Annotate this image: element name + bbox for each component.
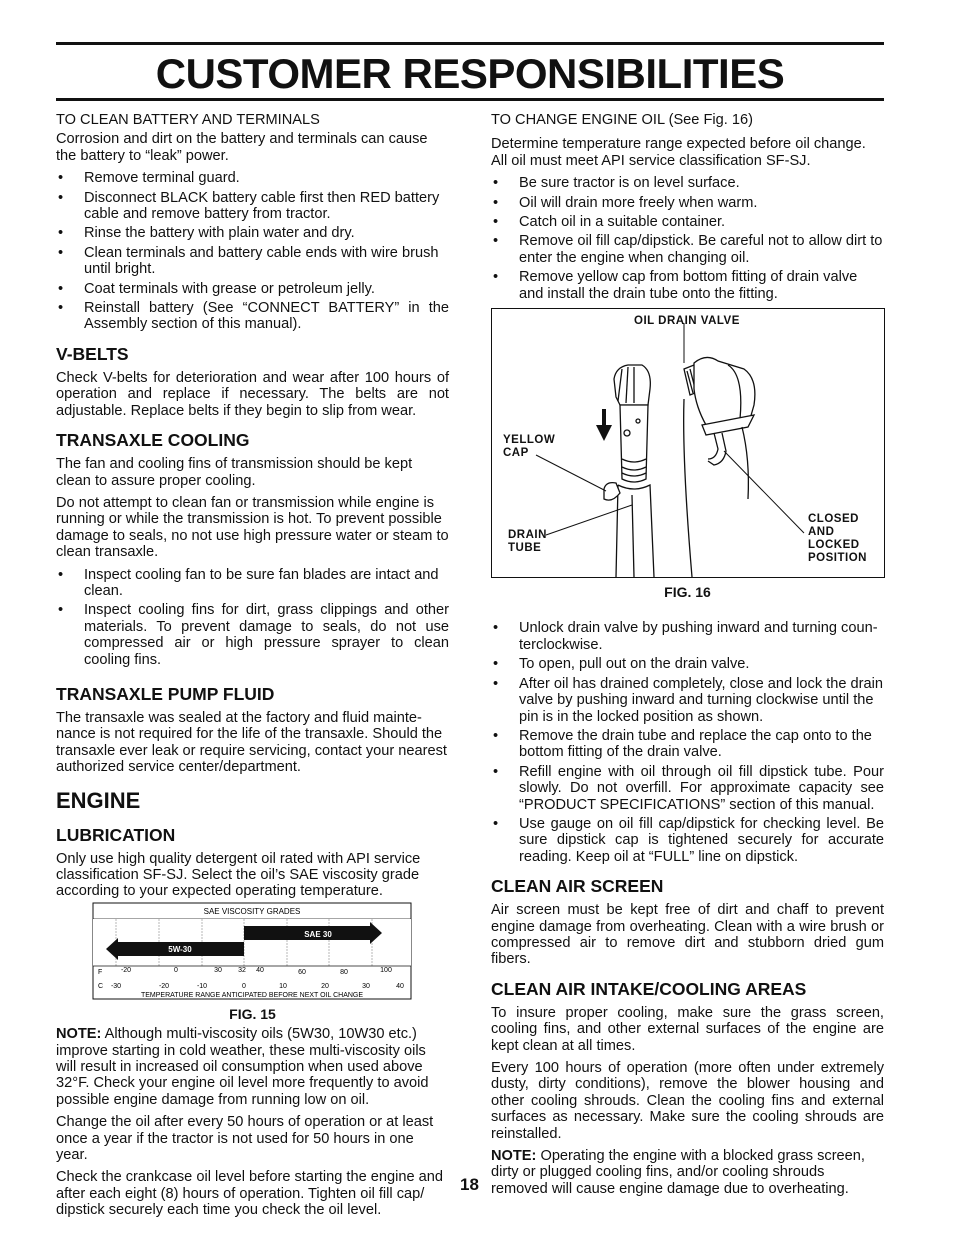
engine-heading: ENGINE [56,787,141,813]
list-item: • Refill engine with oil through oil fill dipstick tube. Pour slowly. Do not overfill. For approximate capacity see “PRODUCT SPECIFICATIONS” section of this manual. [491,764,884,813]
f-tick: 60 [298,968,306,976]
list-item: • Remove oil fill cap/dipstick. Be careful not to allow dirt to enter the engine when changing oil. [491,233,884,266]
f-tick: 0 [174,966,178,974]
note-text: Although multi-viscosity oils (5W30, 10W30 etc.) improve starting in cold weather, these multi-viscosity oils will result in increased oil consumption when used above 32°F. Check your engine oil level more frequently to avoid possible engine damage from running low on oil. [56,1026,429,1108]
c-tick: 20 [321,982,329,990]
push-arrow [596,409,612,441]
label-cap: CAP [503,447,529,460]
drain-steps [491,620,884,865]
transaxle-cooling-p1: The fan and cooling fins of transmission should be kept clean to assure proper cooling. [56,456,413,489]
sae30-label: SAE 30 [304,929,332,939]
change-oil-steps [491,175,884,302]
f-tick: 32 [238,966,246,974]
air-intake-heading: CLEAN AIR INTAKE/COOLING AREAS [491,978,807,999]
label-and: AND [808,526,835,539]
list-item: • Be sure tractor is on level surface. [491,175,884,191]
list-item: • Reinstall battery (See “CONNECT BATTERY” in the Assembly section of this manual). [56,300,449,333]
list-item: • Unlock drain valve by pushing inward and turning coun-terclockwise. [491,620,884,653]
list-item: • Remove yellow cap from bottom fitting of drain valve and install the drain tube onto the fitting. [491,269,884,302]
label-closed: CLOSED [808,513,859,526]
c-tick: 10 [279,982,287,990]
list-item: • Remove terminal guard. [56,170,449,186]
battery-heading: TO CLEAN BATTERY AND TERMINALS [56,112,320,128]
list-item: • Inspect cooling fan to be sure fan blades are intact and clean. [56,567,449,600]
vbelts-heading: V-BELTS [56,343,129,364]
c-tick: -30 [110,982,122,990]
air-intake-p2: Every 100 hours of operation (more often under extremely dusty, dirty conditions), remove the blower housing and other cooling shrouds. Clean the cooling fins and external surfaces as necessary. Make sure the cooling shrouds are reinstalled. [491,1060,884,1142]
label-oil-drain-valve: OIL DRAIN VALVE [634,315,740,328]
f-tick: -20 [120,966,132,974]
transaxle-cooling-heading: TRANSAXLE COOLING [56,430,250,451]
air-screen-heading: CLEAN AIR SCREEN [491,876,664,897]
note-label: NOTE: [56,1026,102,1043]
c-tick: -10 [196,982,208,990]
chart-title: SAE VISCOSITY GRADES [203,906,301,916]
label-tube: TUBE [508,542,542,555]
open-valve-drawing [604,365,654,577]
top-rule [56,42,884,45]
f-tick: 40 [256,966,264,974]
right-column [491,112,884,1203]
label-yellow: YELLOW [503,434,556,447]
list-item: • Use gauge on oil fill cap/dipstick for checking level. Be sure dipstick cap is tightened securely for accurate reading. Keep oil at “FULL” line on dipstick. [491,816,884,865]
list-item: • Disconnect BLACK battery cable first then RED battery cable and remove battery from tractor. [56,190,449,223]
note-label: NOTE: [491,1148,537,1165]
lubrication-heading: LUBRICATION [56,824,176,845]
vbelts-text: Check V-belts for deterioration and wear after 100 hours of operation and replace if necessary. The belts are not adjustable. Replace belts if they begin to slip from wear. [56,369,449,419]
label-locked: LOCKED [808,539,860,552]
c-tick: 30 [362,982,370,990]
f-tick: 80 [340,968,348,976]
fig16-caption: FIG. 16 [664,584,711,601]
change-oil-interval: Change the oil after every 50 hours of operation or at least once a year if the tractor is not used for 50 hours in one year. [56,1114,434,1164]
label-position: POSITION [808,552,867,565]
note-text: Operating the engine with a blocked grass screen, dirty or plugged cooling fins, and/or cooling shrouds removed will cause engine damage due to overheating. [491,1148,865,1197]
chart-axis-caption: TEMPERATURE RANGE ANTICIPATED BEFORE NEXT OIL CHANGE [140,991,364,999]
leader-drain-tube [546,505,632,535]
list-item: • To open, pull out on the drain valve. [491,656,884,672]
list-item: • Coat terminals with grease or petroleum jelly. [56,281,449,297]
air-intake-p1: To insure proper cooling, make sure the grass screen, cooling fins, and other external surfaces of the engine are kept clean at all times. [491,1004,884,1054]
page-title: CUSTOMER RESPONSIBILITIES [155,50,785,97]
viscosity-note [56,1026,449,1108]
c-tick: 40 [396,982,404,990]
list-item: • Inspect cooling fins for dirt, grass clippings and other materials. To prevent damage to seals, do not use compressed air or high pressure sprayer to clean cooling fins. [56,602,449,668]
air-screen-text: Air screen must be kept free of dirt and chaff to prevent engine damage from overheating. Clean with a wire brush or compressed air to remove dirt and stubborn dried gum fibers. [491,902,884,968]
f-tick: 100 [380,966,392,974]
c-tick: -20 [158,982,170,990]
closed-valve-drawing [684,358,755,578]
transaxle-cooling-p2: Do not attempt to clean fan or transmission while engine is running or while the transmission is hot. To prevent possible damage to seals, no not use high pressure water or steam to clean transaxle. [56,494,449,561]
list-item: • Clean terminals and battery cable ends with wire brush until bright. [56,245,449,278]
viscosity-chart [92,902,412,1004]
list-item: • Rinse the battery with plain water and dry. [56,225,449,241]
check-oil-level: Check the crankcase oil level before starting the engine and after each eight (8) hours of operation. Tighten oil fill cap/ dipstick securely each time you check the oil level. [56,1169,443,1219]
transaxle-pump-text: The transaxle was sealed at the factory and fluid mainte-nance is not required for the life of the transaxle. Should the transaxle ever leak or require servicing, contact your nearest authorized service center/department. [56,709,447,776]
list-item: • Oil will drain more freely when warm. [491,195,884,211]
list-item: • Remove the drain tube and replace the cap onto to the bottom fitting of the drain valve. [491,728,884,761]
transaxle-pump-heading: TRANSAXLE PUMP FLUID [56,683,275,704]
c-tick: 0 [242,982,246,990]
title-underline [56,98,884,101]
list-item: • After oil has drained completely, close and lock the drain valve by pushing inward and turning clockwise until the pin is in the locked position as shown. [491,676,884,725]
valve-illustration [492,309,884,577]
battery-steps [56,170,449,333]
change-oil-intro: Determine temperature range expected before oil change. All oil must meet API service classification SF-SJ. [491,136,866,169]
f-tick: 30 [214,966,222,974]
page-number: 18 [460,1175,479,1194]
fig15-caption: FIG. 15 [229,1005,276,1022]
change-oil-heading: TO CHANGE ENGINE OIL (See Fig. 16) [491,112,753,128]
lubrication-text: Only use high quality detergent oil rated with API service classification SF-SJ. Select the oil’s SAE viscosity grade according to your expected operating temperature. [56,850,421,900]
5w30-label: 5W-30 [168,944,192,954]
overheating-note [491,1148,884,1197]
leader-yellow-cap [536,455,606,491]
left-column [56,112,449,1225]
c-axis-label: C [98,982,104,990]
f-axis-label: F [98,968,103,976]
oil-drain-valve-figure [491,308,885,578]
list-item: • Catch oil in a suitable container. [491,214,884,230]
battery-intro: Corrosion and dirt on the battery and terminals can cause the battery to “leak” power. [56,131,428,164]
transaxle-cooling-steps [56,567,449,668]
leader-closed-position [724,451,804,533]
label-drain: DRAIN [508,529,547,542]
